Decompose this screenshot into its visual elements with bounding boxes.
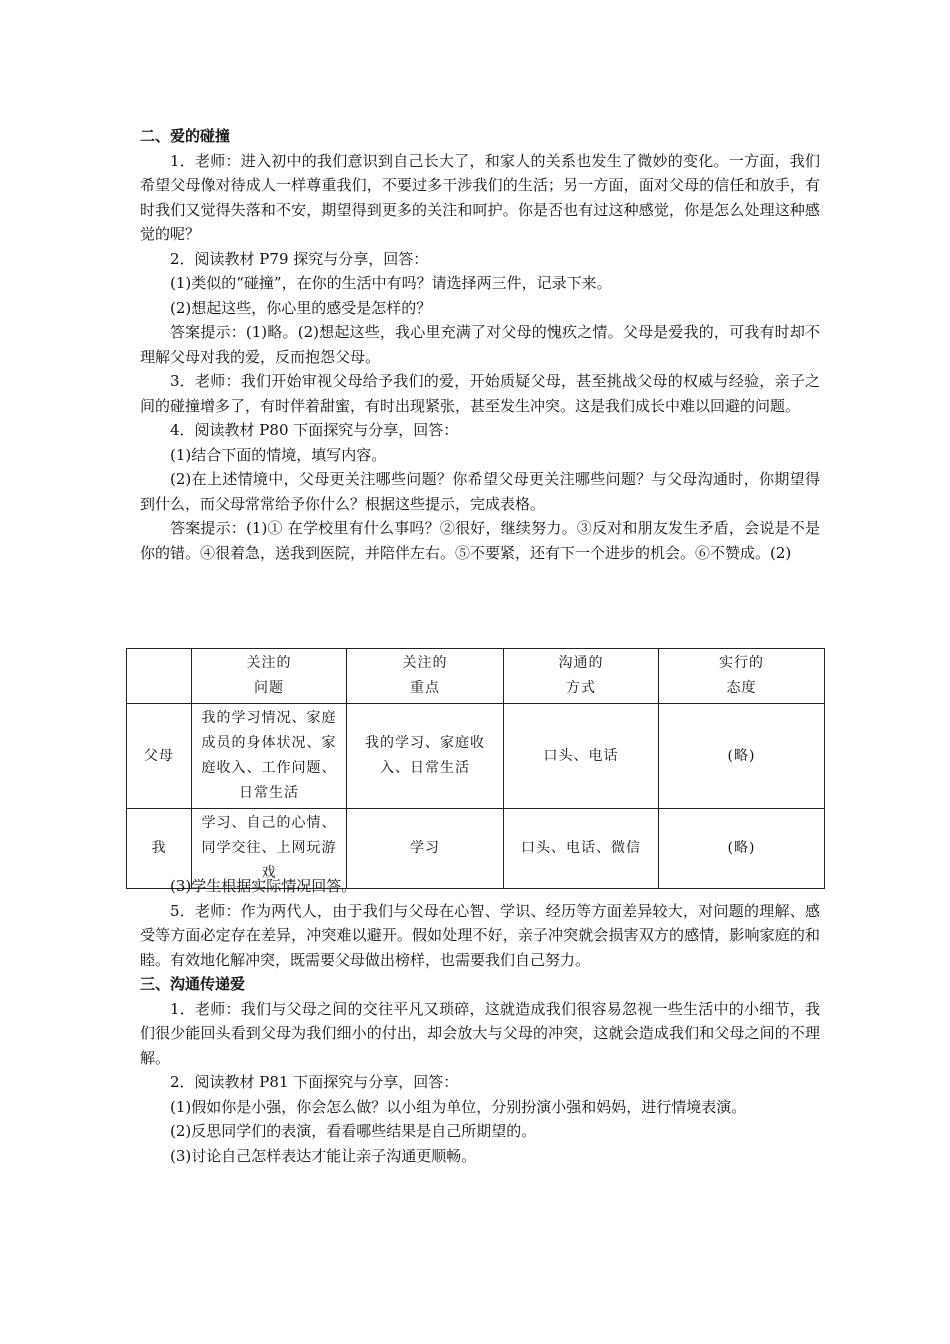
paragraph-teacher-3: 3．老师：我们开始审视父母给予我们的爱，开始质疑父母，甚至挑战父母的权威与经验，亲子之间的碰撞增多了，有时伴着甜蜜，有时出现紧张，甚至发生冲突。这是我们成长中难以回避的问题。 [140,372,820,415]
section-3-content [140,874,820,1168]
paragraph-teacher-1: 1．老师：进入初中的我们意识到自己长大了，和家人的关系也发生了微妙的变化。一方面，我们希望父母像对待成人一样尊重我们，不要过多干涉我们的生活；另一方面，面对父母的信任和放手，有时我们又觉得失落和不安，期望得到更多的关注和呵护。你是否也有过这种感觉，你是怎么处理这种感觉的呢？ [140,151,820,243]
communication-table [126,648,825,889]
paragraph-teacher-5: 5．老师：作为两代人，由于我们与父母在心智、学识、经历等方面差异较大，对问题的理解、感受等方面必定存在差异，冲突难以避开。假如处理不好，亲子冲突就会损害双方的感情，影响家庭的和睦。有效地化解冲突，既需要父母做出榜样，也需要我们自己努力。 [140,901,820,969]
table-cell-method: 口头、电话、微信 [504,809,659,889]
section-2-content [140,124,820,565]
table-cell-focus: 我的学习、家庭收入、日常生活 [347,704,504,809]
paragraph-read-p79: 2．阅读教材 P79 探究与分享，回答： [170,249,429,268]
table-cell-attitude: (略) [659,809,825,889]
question-p81-1: (1)假如你是小强，你会怎么做？以小组为单位，分别扮演小强和妈妈，进行情境表演。 [170,1097,747,1116]
section-heading-love-collision: 二、爱的碰撞 [140,127,231,145]
table-header-cell: 沟通的 方式 [504,649,659,704]
question-p80-2: (2)在上述情境中，父母更关注哪些问题？你希望父母更关注哪些问题？与父母沟通时，你期望得到什么，而父母常常给予你什么？根据这些提示，完成表格。 [140,470,820,513]
table-header-cell-empty [127,649,192,704]
table-row-label: 我 [127,809,192,889]
table-cell-attitude: (略) [659,704,825,809]
answer-hint-2: 答案提示：(1)① 在学校里有什么事吗？②很好，继续努力。③反对和朋友发生矛盾，会说是不是你的错。④很着急，送我到医院，并陪伴左右。⑤不要紧，还有下一个进步的机会。⑥不赞成。(2) [140,519,820,562]
table-header-cell: 关注的 重点 [347,649,504,704]
table-cell-focus: 学习 [347,809,504,889]
question-p80-3: (3)学生根据实际情况回答。 [170,877,357,895]
table-cell-method: 口头、电话 [504,704,659,809]
paragraph-read-p80: 4．阅读教材 P80 下面探究与分享，回答： [170,421,459,439]
table-row [127,704,825,809]
table-cell-issues: 我的学习情况、家庭成员的身体状况、家庭收入、工作问题、日常生活 [192,704,347,809]
question-p81-2: (2)反思同学们的表演，看看哪些结果是自己所期望的。 [170,1122,537,1140]
question-1: (1)类似的“碰撞”，在你的生活中有吗？请选择两三件，记录下来。 [170,274,612,292]
question-p80-1: (1)结合下面的情境，填写内容。 [170,445,387,464]
table-header-cell: 关注的 问题 [192,649,347,704]
table-header-row [127,649,825,704]
question-2: (2)想起这些，你心里的感受是怎样的？ [170,298,432,317]
paragraph-read-p81: 2．阅读教材 P81 下面探究与分享，回答： [170,1073,459,1091]
table-header-cell: 实行的 态度 [659,649,825,704]
paragraph-teacher-s3-1: 1．老师：我们与父母之间的交往平凡又琐碎，这就造成我们很容易忽视一些生活中的小细节，我们很少能回头看到父母为我们细小的付出，却会放大与父母的冲突，这就会造成我们和父母之间的不理解。 [140,999,820,1067]
question-p81-3: (3)讨论自己怎样表达才能让亲子沟通更顺畅。 [170,1146,477,1165]
section-heading-communication: 三、沟通传递爱 [140,975,246,993]
table-cell-issues: 学习、自己的心情、同学交往、上网玩游戏 [192,809,347,889]
table-row-label: 父母 [127,704,192,809]
answer-hint-1: 答案提示：(1)略。(2)想起这些，我心里充满了对父母的愧疚之情。父母是爱我的，可我有时却不理解父母对我的爱，反而抱怨父母。 [140,323,820,366]
